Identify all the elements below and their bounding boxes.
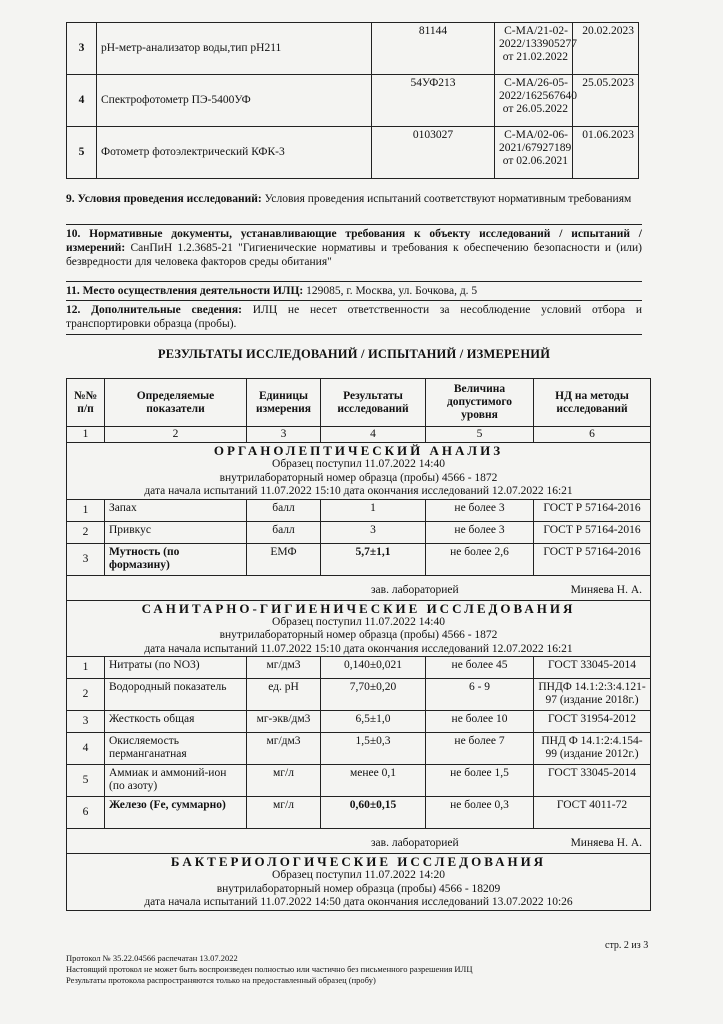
row-indicator: Аммиак и аммоний-ион (по азоту) [105, 765, 247, 797]
signature-row [67, 829, 651, 854]
signature-role: зав. лабораторией [371, 837, 459, 849]
divider [66, 224, 642, 225]
row-num: 2 [67, 679, 105, 711]
divider [66, 334, 642, 335]
row-method: ГОСТ 33045-2014 [534, 657, 651, 679]
page-number: стр. 2 из 3 [605, 940, 649, 951]
row-indicator: Железо (Fe, суммарно) [105, 797, 247, 829]
lab-sample-number: внутрилабораторный номер образца (пробы) 4566 - 1872 [219, 471, 498, 484]
result-row [67, 797, 651, 829]
section-11 [66, 284, 642, 298]
row-indicator: Водородный показатель [105, 679, 247, 711]
row-units: балл [247, 521, 321, 543]
result-row [67, 543, 651, 575]
sample-received: Образец поступил 11.07.2022 14:20 [272, 869, 445, 881]
footer-notice: Результаты протокола распространяются только на предоставленный образец (пробу) [66, 975, 376, 985]
row-method: ПНДФ 14.1:2:3:4.121-97 (издание 2018г.) [534, 679, 651, 711]
signature-row [67, 575, 651, 600]
row-units: мг-экв/дм3 [247, 711, 321, 733]
header-result: Результаты исследований [321, 379, 426, 427]
sample-received: Образец поступил 11.07.2022 14:40 [272, 615, 445, 628]
result-row [67, 765, 651, 797]
header-index: 3 [247, 427, 321, 443]
row-num: 4 [67, 733, 105, 765]
section-9 [66, 192, 642, 206]
equipment-valid-until: 25.05.2023 [573, 75, 639, 127]
row-units: мг/л [247, 797, 321, 829]
equipment-num: 5 [67, 127, 97, 179]
row-method: ГОСТ Р 57164-2016 [534, 543, 651, 575]
result-row [67, 679, 651, 711]
row-units: балл [247, 499, 321, 521]
signature-cell [67, 575, 651, 600]
equipment-certificate: С-МА/21-02-2022/133905277 от 21.02.2022 [495, 23, 573, 75]
equipment-serial: 81144 [372, 23, 495, 75]
section-12-label: 12. Дополнительные сведения: [66, 304, 242, 316]
row-result: 7,70±0,20 [321, 679, 426, 711]
section-9-label: 9. Условия проведения исследований: [66, 193, 262, 205]
header-limit: Величина допустимого уровня [426, 379, 534, 427]
header-index: 2 [105, 427, 247, 443]
row-result: 0,60±0,15 [321, 797, 426, 829]
equipment-row [67, 75, 639, 127]
row-method: ГОСТ Р 57164-2016 [534, 521, 651, 543]
row-num: 6 [67, 797, 105, 829]
row-result: 6,5±1,0 [321, 711, 426, 733]
row-indicator: Мутность (по формазину) [105, 543, 247, 575]
row-units: мг/дм3 [247, 733, 321, 765]
equipment-serial: 0103027 [372, 127, 495, 179]
equipment-row [67, 127, 639, 179]
section-10-label: 10. Нормативные документы, устанавливающие требования к объекту исследований / испытаний / измерений: [66, 228, 642, 254]
signature-cell [67, 829, 651, 854]
row-result: 1 [321, 499, 426, 521]
results-title: РЕЗУЛЬТАТЫ ИССЛЕДОВАНИЙ / ИСПЫТАНИЙ / ИЗМЕРЕНИЙ [157, 347, 551, 361]
equipment-name: Спектрофотометр ПЭ-5400УФ [97, 75, 372, 127]
sanitary-section-band [67, 600, 651, 657]
section-12-text: ИЛЦ не несет ответственности за несоблюдение условий отбора и транспортировки образца (пробы). [66, 304, 642, 330]
equipment-name: рН-метр-анализатор воды,тип рН211 [97, 23, 372, 75]
row-num: 2 [67, 521, 105, 543]
row-method: ПНД Ф 14.1:2:4.154-99 (издание 2012г.) [534, 733, 651, 765]
section-11-text: 129085, г. Москва, ул. Бочкова, д. 5 [306, 285, 478, 297]
row-units: ЕМФ [247, 543, 321, 575]
row-limit: не более 0,3 [426, 797, 534, 829]
footer-protocol: Протокол № 35.22.04566 распечатан 13.07.2022 [66, 953, 238, 963]
row-num: 3 [67, 543, 105, 575]
signature-name: Миняева Н. А. [570, 837, 642, 849]
row-result: 3 [321, 521, 426, 543]
row-method: ГОСТ 31954-2012 [534, 711, 651, 733]
row-result: 5,7±1,1 [321, 543, 426, 575]
row-method: ГОСТ Р 57164-2016 [534, 499, 651, 521]
divider [66, 300, 642, 301]
section-title: САНИТАРНО-ГИГИЕНИЧЕСКИЕ ИССЛЕДОВАНИЯ [141, 600, 576, 616]
equipment-name: Фотометр фотоэлектрический КФК-3 [97, 127, 372, 179]
row-indicator: Нитраты (по NO3) [105, 657, 247, 679]
row-num: 1 [67, 499, 105, 521]
bacteriological-section-band [67, 854, 651, 911]
header-row [67, 379, 651, 427]
row-indicator: Жесткость общая [105, 711, 247, 733]
divider [66, 281, 642, 282]
test-dates: дата начала испытаний 11.07.2022 15:10 дата окончания исследований 12.07.2022 16:21 [144, 485, 573, 497]
section-title: БАКТЕРИОЛОГИЧЕСКИЕ ИССЛЕДОВАНИЯ [170, 854, 547, 869]
row-indicator: Запах [105, 499, 247, 521]
row-units: мг/л [247, 765, 321, 797]
row-limit: не более 3 [426, 521, 534, 543]
equipment-row [67, 23, 639, 75]
equipment-num: 3 [67, 23, 97, 75]
row-limit: не более 45 [426, 657, 534, 679]
header-num: №№ п/п [67, 379, 105, 427]
row-indicator: Окисляемость перманганатная [105, 733, 247, 765]
equipment-certificate: С-МА/26-05-2022/162567640 от 26.05.2022 [495, 75, 573, 127]
header-index: 5 [426, 427, 534, 443]
result-row [67, 711, 651, 733]
row-num: 5 [67, 765, 105, 797]
header-index: 6 [534, 427, 651, 443]
header-index: 1 [67, 427, 105, 443]
equipment-table [66, 22, 639, 179]
equipment-num: 4 [67, 75, 97, 127]
equipment-serial: 54УФ213 [372, 75, 495, 127]
header-method: НД на методы исследований [534, 379, 651, 427]
header-index: 4 [321, 427, 426, 443]
result-row [67, 499, 651, 521]
footer-notice: Настоящий протокол не может быть воспроизведен полностью или частично без письменного разрешения ИЛЦ [66, 964, 473, 974]
footer [66, 953, 646, 986]
test-dates: дата начала испытаний 11.07.2022 15:10 дата окончания исследований 12.07.2022 16:21 [144, 642, 573, 655]
header-index-row [67, 427, 651, 443]
row-indicator: Привкус [105, 521, 247, 543]
signature-name: Миняева Н. А. [570, 583, 642, 596]
section-10-text: СанПиН 1.2.3685-21 "Гигиенические нормативы и требования к обеспечению безопасности и (или) безвредности для человека факторов среды обитания" [66, 242, 643, 268]
lab-sample-number: внутрилабораторный номер образца (пробы) 4566 - 18209 [216, 882, 501, 895]
row-result: 0,140±0,021 [321, 657, 426, 679]
organoleptic-section-header [67, 443, 651, 500]
equipment-certificate: С-МА/02-06-2021/67927189 от 02.06.2021 [495, 127, 573, 179]
organoleptic-section-band [67, 443, 651, 500]
row-limit: не более 3 [426, 499, 534, 521]
results-table [66, 378, 651, 911]
row-limit: не более 7 [426, 733, 534, 765]
row-limit: не более 10 [426, 711, 534, 733]
section-12 [66, 303, 642, 331]
row-method: ГОСТ 33045-2014 [534, 765, 651, 797]
row-result: менее 0,1 [321, 765, 426, 797]
row-method: ГОСТ 4011-72 [534, 797, 651, 829]
bacteriological-section-header [67, 854, 651, 911]
row-num: 3 [67, 711, 105, 733]
signature-role: зав. лабораторией [371, 583, 459, 596]
test-dates: дата начала испытаний 11.07.2022 14:50 дата окончания исследований 13.07.2022 10:26 [144, 896, 573, 908]
section-title: ОРГАНОЛЕПТИЧЕСКИЙ АНАЛИЗ [213, 443, 504, 458]
row-result: 1,5±0,3 [321, 733, 426, 765]
lab-sample-number: внутрилабораторный номер образца (пробы) 4566 - 1872 [219, 629, 498, 641]
row-limit: не более 1,5 [426, 765, 534, 797]
result-row [67, 733, 651, 765]
section-11-label: 11. Место осуществления деятельности ИЛЦ: [66, 285, 304, 297]
sample-received: Образец поступил 11.07.2022 14:40 [272, 458, 445, 470]
result-row [67, 521, 651, 543]
row-units: ед. рН [247, 679, 321, 711]
section-10 [66, 227, 642, 269]
row-limit: не более 2,6 [426, 543, 534, 575]
row-num: 1 [67, 657, 105, 679]
equipment-valid-until: 20.02.2023 [573, 23, 639, 75]
section-9-text: Условия проведения испытаний соответствуют нормативным требованиям [264, 193, 632, 205]
result-row [67, 657, 651, 679]
sanitary-section-header [67, 600, 651, 657]
row-units: мг/дм3 [247, 657, 321, 679]
header-units: Единицы измерения [247, 379, 321, 427]
header-indicator: Определяемые показатели [105, 379, 247, 427]
equipment-valid-until: 01.06.2023 [573, 127, 639, 179]
row-limit: 6 - 9 [426, 679, 534, 711]
